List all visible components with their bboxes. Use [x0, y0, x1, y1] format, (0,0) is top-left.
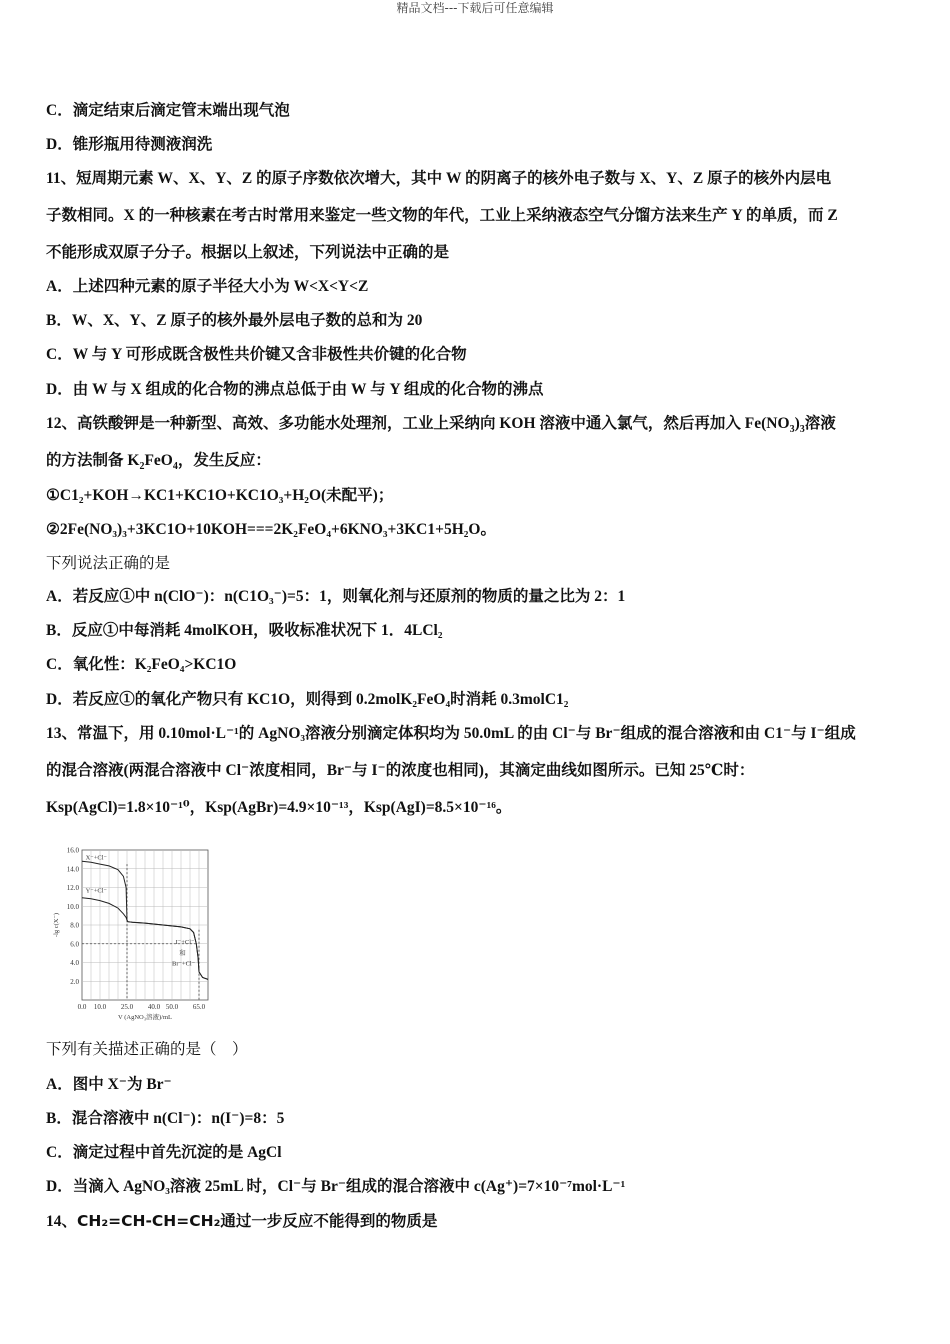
option-b-q11: B．W、X、Y、Z 原子的核外最外层电子数的总和为 20: [46, 312, 423, 329]
q12-text-6: ，发生反应：: [177, 452, 271, 469]
y-tick-label: 12.0: [66, 884, 79, 892]
titration-chart: [46, 838, 226, 1028]
chart-ticks: [53, 847, 206, 1022]
q12-sub-3: 2: [139, 461, 145, 473]
option-d-q13: D．当滴入 AgNO₃溶液 25mL 时，Cl⁻与 Br⁻组成的混合溶液中 c(Ag⁺)=7×10⁻⁷mol·L⁻¹: [46, 1178, 626, 1195]
x-tick-label: 40.0: [147, 1003, 161, 1011]
y-tick-label: 6.0: [70, 940, 79, 949]
q14-text: 通过一步反应不能得到的物质是: [220, 1213, 438, 1230]
y-tick-label: 10.0: [66, 902, 79, 911]
x-tick-label: 50.0: [165, 1003, 179, 1011]
chart-grid: [82, 850, 208, 1000]
q12-text-2: ): [794, 415, 800, 432]
page-header: 精品文档---下载后可任意编辑: [396, 1, 554, 15]
q12-sub-1: 3: [789, 424, 795, 436]
y-axis-label: -lg c(X⁻): [53, 912, 60, 938]
y-tick-label: 14.0: [66, 865, 79, 874]
q12-sub-2: 3: [799, 424, 805, 436]
y-tick-label: 2.0: [70, 977, 79, 986]
reaction-1: ①C1₂+KOH→KC1+KC1O+KC1O₃+H₂O(未配平)；: [46, 487, 394, 504]
q12-text-1: 12、高铁酸钾是一种新型、高效、多功能水处理剂，工业上采纳向 KOH 溶液中通入氯气，然后再加入 Fe(NO: [46, 415, 790, 432]
x-tick-label: 0.0: [77, 1003, 87, 1011]
option-b-q12: B．反应①中每消耗 4molKOH，吸收标准状况下 1．4LCl₂: [46, 622, 443, 639]
x-tick-label: 10.0: [93, 1003, 107, 1011]
q12-text-3: 溶液: [804, 415, 836, 432]
curve-annotation: 和: [179, 950, 186, 958]
q12-sub-4: 4: [172, 461, 178, 473]
question-12-stem-1: [46, 413, 906, 435]
y-tick-label: 8.0: [70, 921, 79, 930]
y-tick-label: 16.0: [66, 846, 79, 855]
question-13-stem-2: 的混合溶液(两混合溶液中 Cl⁻浓度相同，Br⁻与 I⁻的浓度也相同)，其滴定曲线如图所示。已知 25℃时：: [46, 762, 755, 779]
question-12-stem-2: [46, 450, 906, 472]
option-a-q13: A．图中 X⁻为 Br⁻: [46, 1076, 172, 1093]
curve-annotation: Br⁻+Cl⁻: [172, 960, 196, 968]
option-c-q10: C．滴定结束后滴定管末端出现气泡: [46, 102, 290, 119]
q14-formula: CH₂=CH-CH=CH₂: [77, 1212, 221, 1230]
question-14-stem: [46, 1210, 906, 1233]
question-13-stem-1: 13、常温下，用 0.10mol·L⁻¹的 AgNO₃溶液分别滴定体积均为 50.0mL 的由 Cl⁻与 Br⁻组成的混合溶液和由 C1⁻与 I⁻组成: [46, 725, 856, 742]
question-11-stem-2: 子数相同。X 的一种核素在考古时常用来鉴定一些文物的年代，工业上采纳液态空气分馏方法来生产 Y 的单质，而 Z: [46, 207, 838, 224]
curve-annotation: I⁻+Cl⁻: [175, 938, 195, 946]
q14-number: 14、: [46, 1213, 78, 1230]
option-c-q12: C．氧化性：K₂FeO₄>KC1O: [46, 656, 237, 673]
x-tick-label: 65.0: [192, 1003, 206, 1011]
question-11-stem-1: 11、短周期元素 W、X、Y、Z 的原子序数依次增大，其中 W 的阴离子的核外电子数与 X、Y、Z 原子的核外内层电: [46, 170, 832, 187]
option-c-q11: C．W 与 Y 可形成既含极性共价键又含非极性共价键的化合物: [46, 346, 467, 363]
option-a-q12: A．若反应①中 n(ClO⁻)：n(C1O₃⁻)=5：1，则氧化剂与还原剂的物质的量之比为 2：1: [46, 588, 626, 605]
option-d-q12: D．若反应①的氧化产物只有 KC1O，则得到 0.2molK₂FeO₄时消耗 0.3molC1₂: [46, 691, 569, 708]
option-d-q11: D．由 W 与 X 组成的化合物的沸点总低于由 W 与 Y 组成的化合物的沸点: [46, 381, 544, 398]
option-b-q13: B．混合溶液中 n(Cl⁻)：n(I⁻)=8：5: [46, 1110, 285, 1127]
question-11-stem-3: 不能形成双原子分子。根据以上叙述，下列说法中正确的是: [46, 244, 450, 261]
chart-labels: [86, 855, 196, 968]
question-13-prompt: 下列有关描述正确的是（ ）: [46, 1041, 248, 1058]
curve-annotation: Y⁻+Cl⁻: [85, 887, 107, 895]
option-c-q13: C．滴定过程中首先沉淀的是 AgCl: [46, 1144, 282, 1161]
reaction-2: ②2Fe(NO₃)₃+3KC1O+10KOH===2K₂FeO₄+6KNO₃+3KC1+5H₂O。: [46, 521, 496, 538]
ksp-values: Ksp(AgCl)=1.8×10⁻¹⁰，Ksp(AgBr)=4.9×10⁻¹³，Ksp(AgI)=8.5×10⁻¹⁶。: [46, 799, 512, 816]
q12-text-5: FeO: [144, 452, 173, 469]
y-tick-label: 4.0: [70, 959, 79, 967]
x-axis-label: V (AgNO₃溶液)/mL: [118, 1014, 172, 1021]
x-tick-label: 25.0: [120, 1003, 134, 1011]
q12-text-4: 的方法制备 K: [46, 452, 140, 469]
option-d-q10: D．锥形瓶用待测液润洗: [46, 136, 213, 153]
curve-annotation: X⁻+Cl⁻: [85, 854, 107, 862]
question-12-prompt: 下列说法正确的是: [46, 555, 171, 572]
option-a-q11: A．上述四种元素的原子半径大小为 W<X<Y<Z: [46, 278, 369, 295]
